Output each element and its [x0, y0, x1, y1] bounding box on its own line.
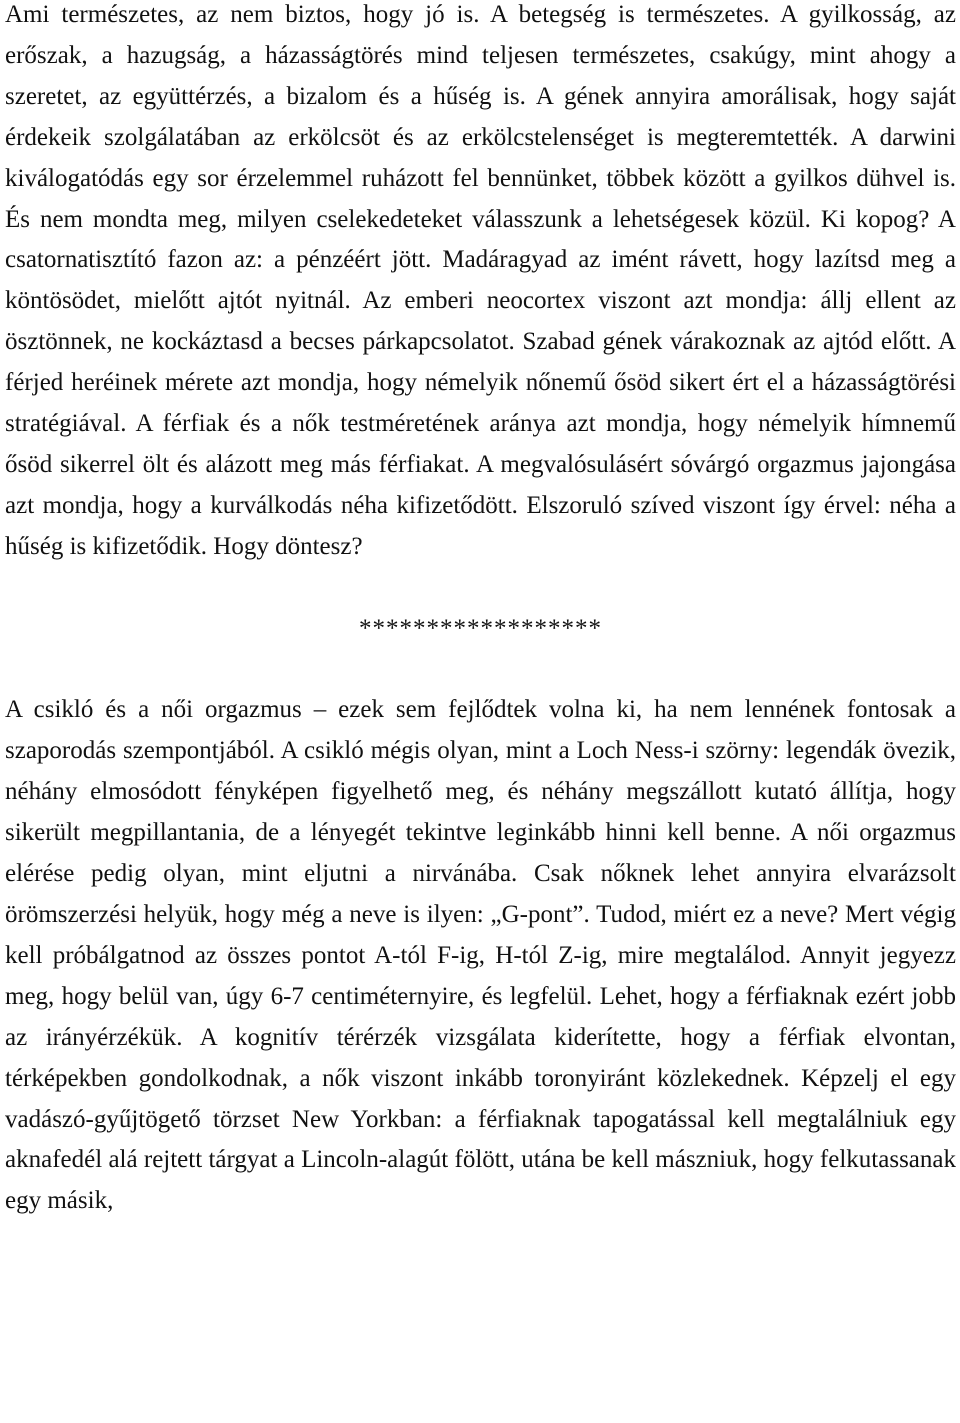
paragraph-2: A csikló és a női orgazmus – ezek sem fejlődtek volna ki, ha nem lennének fontosak a szaporodás szempontjából. A csikló mégis olyan, mint a Loch Ness-i szörny: legendák övezik, néhány elmosódott fényképen figyelhető meg, és néhány megszállott kutató állítja, hogy sikerült megpillantania, de a lényegét tekintve leginkább hinni kell benne. A női orgazmus elérése pedig olyan, mint eljutni a nirvánába. Csak nőknek lehet annyira elvarázsolt örömszerzési helyük, hogy még a neve is ilyen: „G-pont”. Tudod, miért ez a neve? Mert végig kell próbálgatnod az összes pontot A-tól F-ig, H-tól Z-ig, mire megtalálod. Annyit jegyezz meg, hogy belül van, úgy 6-7 centiméternyire, és legfelül. Lehet, hogy a férfiaknak ezért jobb az irányérzékük. A kognitív térérzék vizsgálata kiderítette, hogy a férfiak elvontan, térképekben gondolkodnak, a nők viszont inkább toronyiránt közlekednek. Képzelj el egy vadászó-gyűjtögető törzset New Yorkban: a férfiaknak tapogatással kell megtalálniuk egy aknafedél alá rejtett tárgyat a Lincoln-alagút fölött, utána be kell mászniuk, hogy felkutassanak egy másik, [5, 696, 956, 1215]
paragraph-1: Ami természetes, az nem biztos, hogy jó is. A betegség is természetes. A gyilkosság, az erőszak, a hazugság, a házasságtörés mind teljesen természetes, csakúgy, mint ahogy a szeretet, az együttérzés, a bizalom és a hűség is. A gének annyira amorálisak, hogy saját érdekeik szolgálatában az erkölcsöt és az erkölcstelenséget is megteremtették. A darwini kiválogatódás egy sor érzelemmel ruházott fel bennünket, többek között a gyilkos dühvel is. És nem mondta meg, milyen cselekedeteket válasszunk a lehetségesek közül. Ki kopog? A csatornatisztító fazon az: a pénzéért jött. Madáragyad az imént rávett, hogy lazítsd meg a köntösödet, mielőtt ajtót nyitnál. Az emberi neocortex viszont azt mondja: állj ellent az ösztönnek, ne kockáztasd a becses párkapcsolatot. Szabad gének várakoznak az ajtód előtt. A férjed heréinek mérete azt mondja, hogy némelyik nőnemű ősöd sikert ért el a házasságtörési stratégiával. A férfiak és a nők testméretének aránya azt mondja, hogy némelyik hímnemű ősöd sikerrel ölt és alázott meg más férfiakat. A megvalósulásért sóvárgó orgazmus jajongása azt mondja, hogy a kurválkodás néha kifizetődött. Elszoruló szíved viszont így érvel: néha a hűség is kifizetődik. Hogy döntesz? [5, 1, 956, 560]
document-page [5, 0, 956, 1222]
section-separator: ****************** [359, 614, 602, 642]
